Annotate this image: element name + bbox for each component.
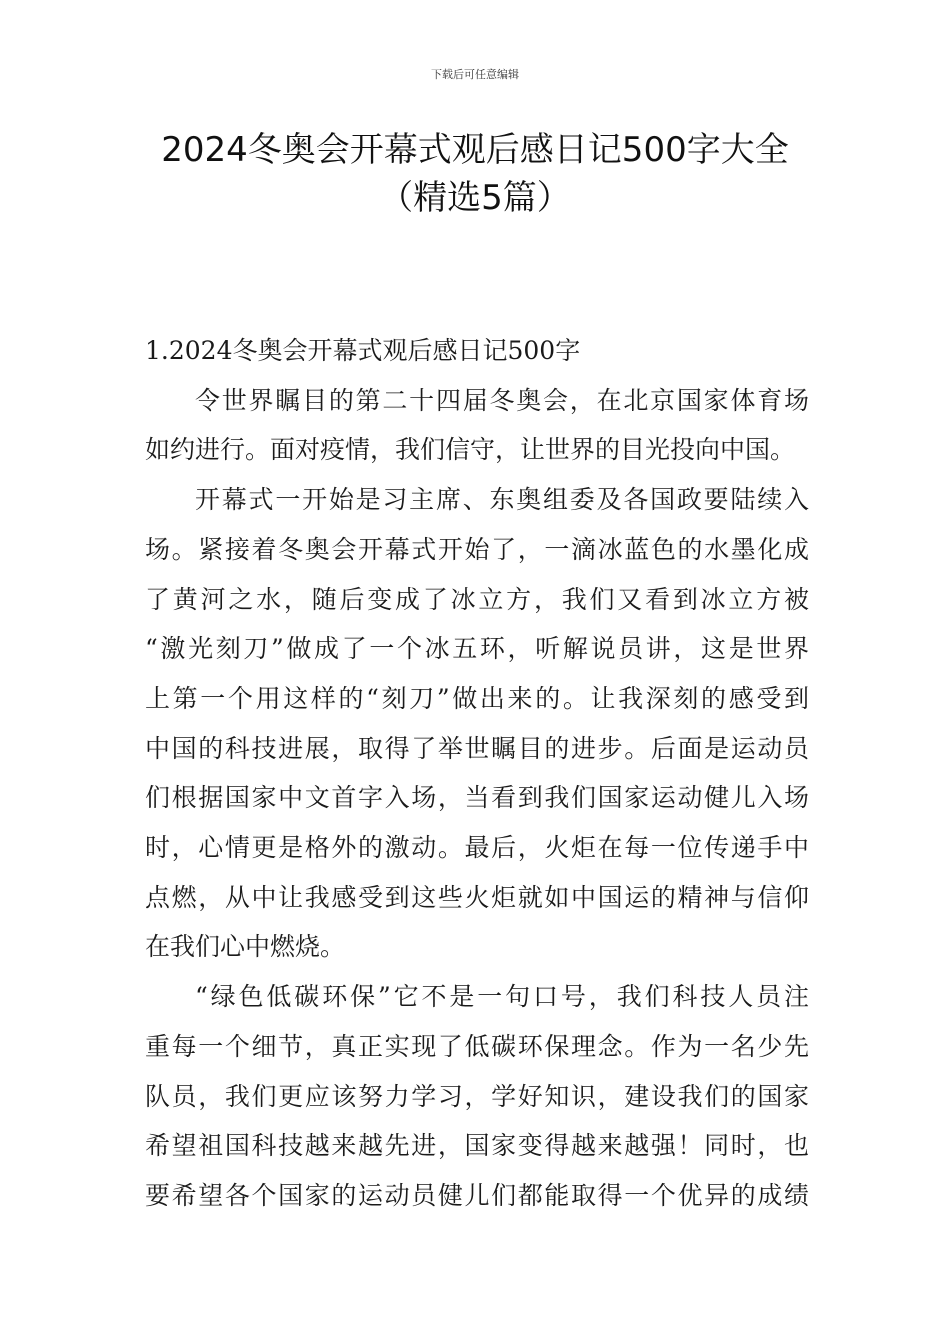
paragraph-line: 时，心情更是格外的激动。最后，火炬在每一位传递手中 — [145, 833, 809, 863]
section-heading: 1.2024冬奥会开幕式观后感日记500字 — [145, 336, 581, 365]
paragraph-line: 令世界瞩目的第二十四届冬奥会，在北京国家体育场 — [195, 385, 809, 415]
paragraph-line: 点燃，从中让我感受到这些火炬就如中国运的精神与信仰 — [145, 882, 809, 912]
paragraph-line: 了黄河之水，随后变成了冰立方，我们又看到冰立方被 — [145, 584, 809, 614]
document-title — [100, 126, 850, 222]
paragraph-line: 在我们心中燃烧。 — [145, 932, 346, 962]
paragraph-line: 要希望各个国家的运动员健儿们都能取得一个优异的成绩 — [145, 1180, 809, 1210]
paragraph-line: 们根据国家中文首字入场，当看到我们国家运动健儿入场 — [145, 783, 809, 813]
paragraph-2 — [145, 475, 809, 972]
paragraph-line: 队员，我们更应该努力学习，学好知识，建设我们的国家 — [145, 1081, 809, 1111]
paragraph-line: 希望祖国科技越来越先进，国家变得越来越强！同时，也 — [145, 1131, 809, 1161]
paragraph-1 — [145, 376, 809, 475]
title-line-1: 2024冬奥会开幕式观后感日记500字大全 — [161, 130, 789, 170]
paragraph-line: 上第一个用这样的“刻刀”做出来的。让我深刻的感受到 — [145, 683, 809, 713]
paragraph-line: 中国的科技进展，取得了举世瞩目的进步。后面是运动员 — [145, 733, 809, 763]
paragraph-line: “绿色低碳环保”它不是一句口号，我们科技人员注 — [195, 982, 809, 1012]
paragraph-line: 重每一个细节，真正实现了低碳环保理念。作为一名少先 — [145, 1031, 809, 1061]
paragraph-line: 场。紧接着冬奥会开幕式开始了，一滴冰蓝色的水墨化成 — [145, 534, 809, 564]
header-note: 下载后可任意编辑 — [431, 68, 519, 81]
paragraph-line: “激光刻刀”做成了一个冰五环，听解说员讲，这是世界 — [145, 634, 809, 664]
document-body — [145, 326, 809, 1221]
paragraph-line: 如约进行。面对疫情，我们信守，让世界的目光投向中国。 — [145, 435, 796, 465]
title-line-2: （精选5篇） — [379, 178, 571, 218]
paragraph-3 — [145, 972, 809, 1221]
paragraph-line: 开幕式一开始是习主席、东奥组委及各国政要陆续入 — [195, 485, 809, 515]
